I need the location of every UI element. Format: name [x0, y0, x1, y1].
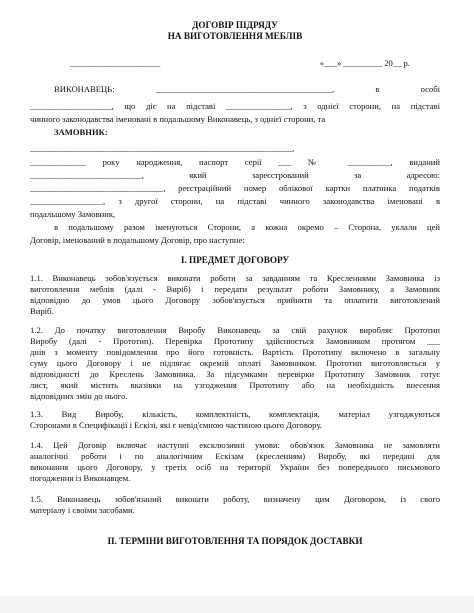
page-bottom-band [0, 596, 474, 613]
para-1-1-line: виготовлення меблів (далі - Виріб) і передати результат роботи Замовнику, а Замовник [30, 284, 440, 294]
customer-line1: _____________________________________________________________, [30, 143, 295, 153]
customer-heading: ЗАМОВНИК: [54, 127, 108, 137]
para-1-4-line: 1.4. Цей Договір включає наступні ексклюзивні умови: обов'язок Замовника не замовляти [30, 440, 440, 450]
customer-line7: в подальшому разом іменуються Сторони, а кожна окремо – Сторона, уклали цей [54, 222, 440, 232]
contractor-line2: ___________________, що діє на підставі _______________, з однієї сторони, на підставі [30, 101, 440, 111]
para-1-1-line: відповідно до умов цього Договору зобов'язується прийняти та оплатити виготовлений [30, 295, 440, 305]
para-1-1-line: 1.1. Виконавець зобов'язується виконати роботи за завданням та Кресленнями Замовника із [30, 273, 440, 283]
para-1-1-line: Виріб. [30, 306, 54, 316]
date-field: «___» _________ 20__ р. [319, 58, 410, 68]
contract-title-line2: НА ВИГОТОВЛЕННЯ МЕБЛІВ [167, 31, 303, 41]
section2-heading: ІІ. ТЕРМІНИ ВИГОТОВЛЕННЯ ТА ПОРЯДОК ДОСТАВКИ [107, 536, 363, 546]
para-1-2-line: відповідних змін до нього. [30, 391, 128, 401]
place-field: _____________________ [70, 58, 161, 68]
para-1-4-line: аналогічні роботи і по аналогічним Ескізам (кресленням) Виробу, які передані для [30, 451, 440, 461]
para-1-2-line: Виробу (далі - Прототип). Перевірка Прототипу здійснюється Замовником протягом ___ [30, 336, 440, 346]
para-1-5-line: 1.5. Виконавець зобов'язаний виконати роботу, визначену цим Договором, із свого [30, 494, 440, 504]
contractor-line1: ВИКОНАВЕЦЬ: _________________________________________, в особі [54, 84, 440, 94]
contract-title-line1: ДОГОВІР ПІДРЯДУ [192, 20, 278, 30]
customer-line4: _______________________________, реєстраційний номер облікової картки платника податків [30, 183, 440, 193]
customer-line5: _________________, з другої сторони, на підставі чинного законодавства іменовані в [30, 196, 440, 206]
customer-line6: подальшому Замовник, [30, 209, 116, 219]
contractor-line3: чинного законодавства іменовані в подальшому Виконавець, з однієї сторони, та [30, 114, 326, 124]
para-1-2-line: суму цього Договору і не підлягає окремій оплаті Замовником. Прототип виготовляється у [30, 358, 440, 368]
para-1-5-line: матеріалу і своїми засобами. [30, 505, 135, 515]
para-1-4-line: виконання цього Договору, у третіх осіб на території України без попереднього письмового [30, 462, 440, 472]
para-1-2-line: відповідності до Креслень Замовника. За підсумками перевірки Прототипу Замовник готує [30, 369, 440, 379]
section1-heading: І. ПРЕДМЕТ ДОГОВОРУ [180, 255, 290, 265]
para-1-3-line: Сторонами в Специфікації і Ескізі, які є невід'ємною частиною цього Договору. [30, 420, 322, 430]
customer-line3: __________________________, який зареєстрований за адресою: [30, 170, 440, 180]
para-1-3-line: 1.3. Вид Виробу, кількість, комплектність, комплектація, матеріал узгоджуються [30, 409, 440, 419]
para-1-2-line: лист, який містить вказівки на узгодження Прототипу або на необхідність внесення [30, 380, 440, 390]
para-1-4-line: погодження із Виконавцем. [30, 473, 131, 483]
customer-line2: _____________ року народження, паспорт серії ___ № __________, виданий [30, 157, 440, 167]
customer-line8: Договір, іменований в подальшому Договір, про наступне: [30, 235, 245, 245]
para-1-2-line: 1.2. До початку виготовлення Виробу Виконавець за свій рахунок виробляє Прототип [30, 325, 440, 335]
para-1-2-line: днів з моменту повідомлення про його готовність. Вартість Прототипу включено в загальну [30, 347, 440, 357]
